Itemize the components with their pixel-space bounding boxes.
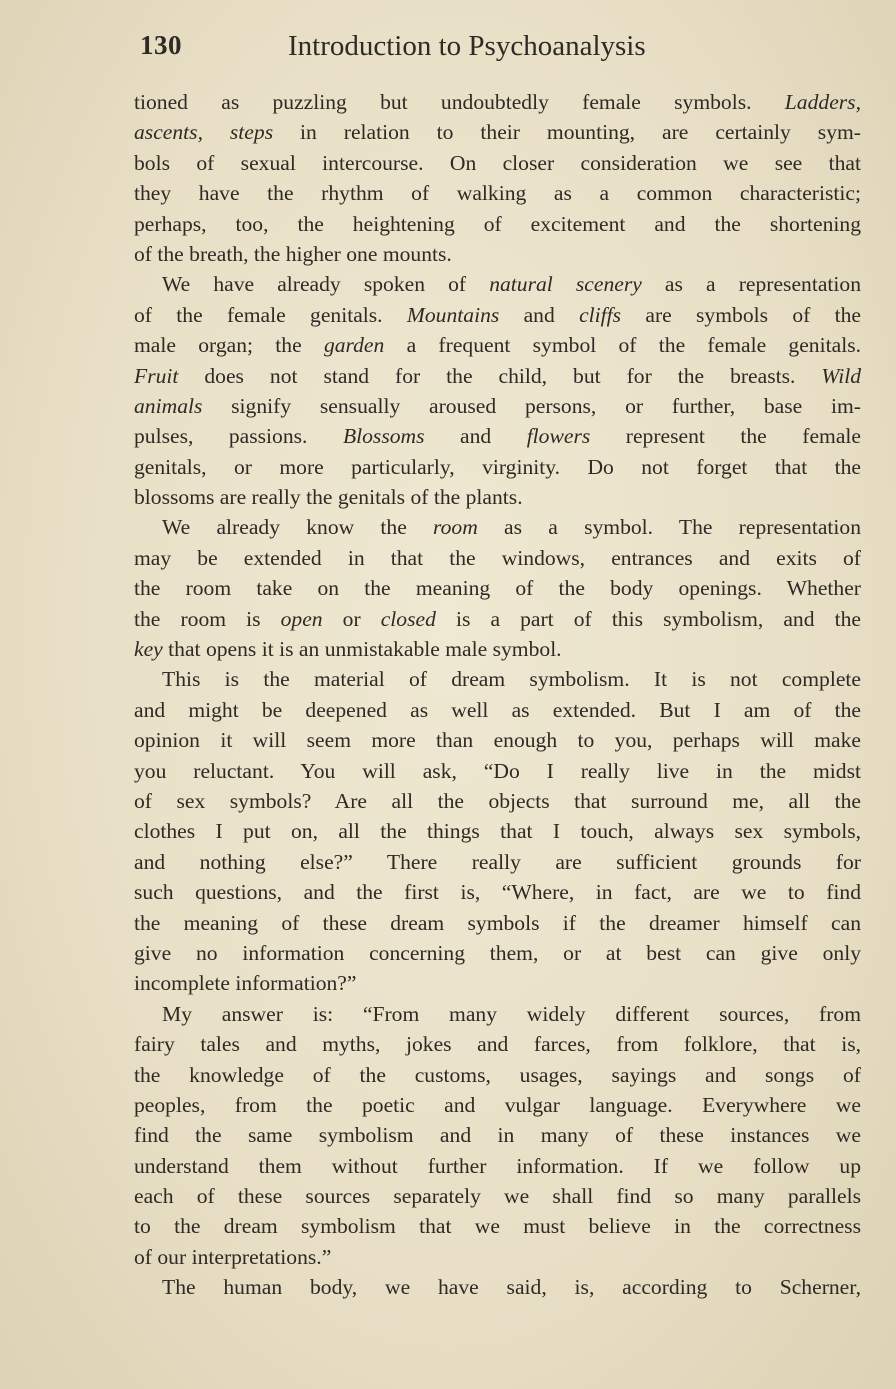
text-run: My answer is: “From many widely different sources, from xyxy=(162,1001,861,1026)
text-run: as a representation xyxy=(641,272,861,297)
text-line xyxy=(134,1120,861,1150)
body-text xyxy=(134,87,861,1303)
text-line xyxy=(134,604,861,634)
page-number: 130 xyxy=(140,30,182,60)
page-header xyxy=(140,30,860,70)
text-run: you reluctant. You will ask, “Do I really live in the midst xyxy=(134,758,861,783)
text-line xyxy=(134,634,861,664)
italic-text: ascents, steps xyxy=(134,120,274,145)
text-run: is a part of this symbolism, and the xyxy=(435,606,861,631)
text-line xyxy=(134,664,861,694)
italic-text: Ladders, xyxy=(784,90,861,114)
text-run: signify sensually aroused persons, or further, base im- xyxy=(202,393,861,418)
text-run: opinion it will seem more than enough to you, perhaps will make xyxy=(134,728,861,753)
text-run: the knowledge of the customs, usages, sayings and songs of xyxy=(134,1062,861,1087)
text-run: of the female genitals. xyxy=(134,302,407,327)
text-line xyxy=(134,1151,861,1181)
text-line xyxy=(134,847,861,877)
text-run: peoples, from the poetic and vulgar language. Everywhere we xyxy=(134,1092,861,1117)
text-line xyxy=(134,999,861,1029)
italic-text: Blossoms xyxy=(342,424,425,449)
text-line xyxy=(134,1060,861,1090)
text-run: genitals, or more particularly, virginity. Do not forget that the xyxy=(134,454,861,479)
text-run: they have the rhythm of walking as a common characteristic; xyxy=(134,181,861,206)
italic-text: cliffs xyxy=(579,302,622,327)
italic-text: natural scenery xyxy=(489,272,642,297)
text-run: of our interpretations.” xyxy=(134,1244,332,1269)
text-line xyxy=(134,87,861,117)
text-run: in relation to their mounting, are certainly sym- xyxy=(273,120,861,145)
text-run: give no information concerning them, or at best can give only xyxy=(134,940,861,965)
text-run: the room is xyxy=(134,606,281,631)
italic-text: Wild xyxy=(821,363,861,388)
text-run: of the breath, the higher one mounts. xyxy=(134,241,452,266)
italic-text: Mountains xyxy=(406,302,500,327)
text-run: and nothing else?” There really are sufficient grounds for xyxy=(134,849,861,874)
text-line xyxy=(134,1090,861,1120)
text-run: and might be deepened as well as extended. But I am of the xyxy=(134,697,861,722)
text-line xyxy=(134,1181,861,1211)
text-line xyxy=(134,968,861,998)
text-run: that opens it is an unmistakable male symbol. xyxy=(162,637,562,662)
text-line xyxy=(134,786,861,816)
text-run: may be extended in that the windows, entrances and exits of xyxy=(134,545,861,570)
text-run: understand them without further information. If we follow up xyxy=(134,1153,861,1178)
text-run: or xyxy=(322,606,381,631)
text-line xyxy=(134,573,861,603)
text-run: fairy tales and myths, jokes and farces, from folklore, that is, xyxy=(134,1032,861,1057)
text-run: We already know the xyxy=(162,515,434,540)
text-line xyxy=(134,1211,861,1241)
text-run: the room take on the meaning of the body openings. Whether xyxy=(134,576,861,601)
text-run: tioned as puzzling but undoubtedly female symbols. xyxy=(134,90,785,114)
text-run: of sex symbols? Are all the objects that surround me, all the xyxy=(134,788,861,813)
text-run: The human body, we have said, is, according to Scherner, xyxy=(162,1275,861,1300)
text-line xyxy=(134,148,861,178)
italic-text: garden xyxy=(323,333,385,358)
text-run: are symbols of the xyxy=(621,302,861,327)
italic-text: closed xyxy=(380,606,436,631)
text-line xyxy=(134,391,861,421)
italic-text: Fruit xyxy=(134,363,179,388)
text-run: This is the material of dream symbolism. It is not complete xyxy=(162,667,861,692)
text-line xyxy=(134,209,861,239)
text-line xyxy=(134,725,861,755)
text-line xyxy=(134,482,861,512)
text-line xyxy=(134,330,861,360)
text-run: does not stand for the child, but for the breasts. xyxy=(178,363,822,388)
text-run: find the same symbolism and in many of these instances we xyxy=(134,1123,861,1148)
text-line xyxy=(134,756,861,786)
italic-text: room xyxy=(433,515,478,540)
text-run: male organ; the xyxy=(134,333,324,358)
text-line xyxy=(134,908,861,938)
text-line xyxy=(134,695,861,725)
text-line xyxy=(134,300,861,330)
text-run: such questions, and the first is, “Where, in fact, are we to find xyxy=(134,880,861,905)
text-line xyxy=(134,421,861,451)
text-line xyxy=(134,512,861,542)
text-line xyxy=(134,1272,861,1302)
italic-text: flowers xyxy=(526,424,591,449)
text-line xyxy=(134,877,861,907)
text-line xyxy=(134,543,861,573)
text-run: bols of sexual intercourse. On closer consideration we see that xyxy=(134,150,861,175)
text-run: pulses, passions. xyxy=(134,424,343,449)
text-line xyxy=(134,816,861,846)
italic-text: animals xyxy=(134,393,203,418)
text-run: incomplete information?” xyxy=(134,971,357,996)
text-run: as a symbol. The representation xyxy=(477,515,861,540)
text-line xyxy=(134,361,861,391)
text-run: We have already spoken of xyxy=(162,272,490,297)
text-line xyxy=(134,938,861,968)
text-line xyxy=(134,269,861,299)
text-run: to the dream symbolism that we must believe in the correctness xyxy=(134,1214,861,1239)
text-run: clothes I put on, all the things that I touch, always sex symbols, xyxy=(134,819,861,844)
text-run: a frequent symbol of the female genitals. xyxy=(384,333,861,358)
text-line xyxy=(134,239,861,269)
text-line xyxy=(134,452,861,482)
text-run: represent the female xyxy=(590,424,861,449)
italic-text: key xyxy=(134,637,163,662)
text-line xyxy=(134,117,861,147)
text-run: blossoms are really the genitals of the plants. xyxy=(134,485,523,510)
text-line xyxy=(134,1029,861,1059)
text-run: and xyxy=(499,302,580,327)
running-title: Introduction to Psychoanalysis xyxy=(288,30,646,62)
text-run: the meaning of these dream symbols if the dreamer himself can xyxy=(134,910,861,935)
text-run: perhaps, too, the heightening of excitement and the shortening xyxy=(134,211,861,236)
italic-text: open xyxy=(280,606,323,631)
text-line xyxy=(134,1242,861,1272)
text-line xyxy=(134,178,861,208)
text-run: each of these sources separately we shall find so many parallels xyxy=(134,1184,861,1209)
text-run: and xyxy=(424,424,527,449)
